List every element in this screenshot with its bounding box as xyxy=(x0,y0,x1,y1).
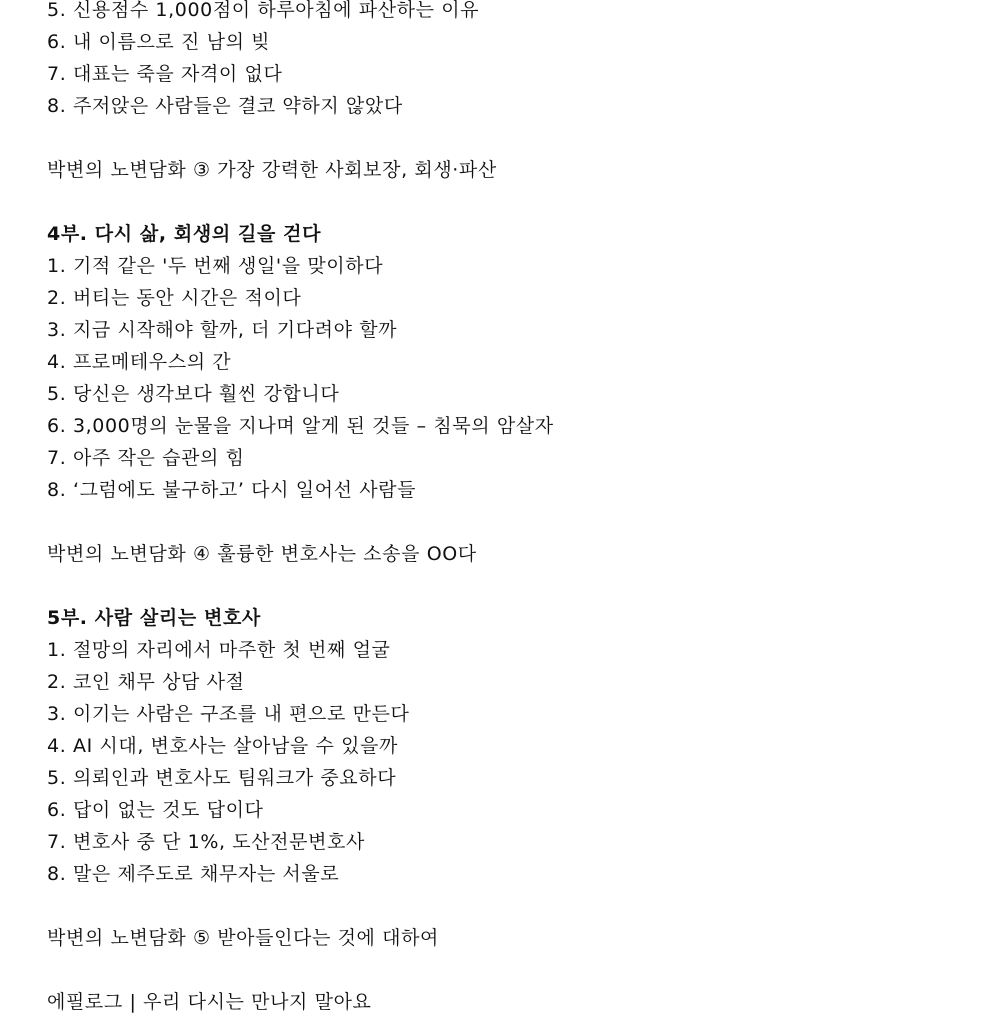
list-item: 8. 말은 제주도로 채무자는 서울로 xyxy=(47,863,340,885)
spacer xyxy=(47,186,977,218)
list-item: 4. AI 시대, 변호사는 살아남을 수 있을까 xyxy=(47,735,398,757)
spacer xyxy=(47,122,977,154)
talk-heading: 박변의 노변담화 ③ 가장 강력한 사회보장, 회생·파산 xyxy=(47,159,497,181)
list-item: 1. 기적 같은 '두 번째 생일'을 맞이하다 xyxy=(47,255,384,277)
part-title: 4부. 다시 삶, 회생의 길을 걷다 xyxy=(47,223,322,245)
list-item: 2. 코인 채무 상담 사절 xyxy=(47,671,245,693)
list-item: 1. 절망의 자리에서 마주한 첫 번째 얼굴 xyxy=(47,639,391,661)
table-of-contents xyxy=(47,0,977,1018)
list-item: 7. 대표는 죽을 자격이 없다 xyxy=(47,63,283,85)
spacer xyxy=(47,570,977,602)
list-item: 8. ‘그럼에도 불구하고’ 다시 일어선 사람들 xyxy=(47,479,417,501)
spacer xyxy=(47,890,977,922)
list-item: 6. 내 이름으로 진 남의 빚 xyxy=(47,31,271,53)
list-item: 5. 의뢰인과 변호사도 팀워크가 중요하다 xyxy=(47,767,397,789)
list-item: 3. 지금 시작해야 할까, 더 기다려야 할까 xyxy=(47,319,398,341)
list-item: 4. 프로메테우스의 간 xyxy=(47,351,232,373)
list-item: 2. 버티는 동안 시간은 적이다 xyxy=(47,287,302,309)
talk-heading: 박변의 노변담화 ⑤ 받아들인다는 것에 대하여 xyxy=(47,927,440,949)
talk-heading: 박변의 노변담화 ④ 훌륭한 변호사는 소송을 OO다 xyxy=(47,543,477,565)
list-item: 8. 주저앉은 사람들은 결코 약하지 않았다 xyxy=(47,95,403,117)
list-item: 7. 변호사 중 단 1%, 도산전문변호사 xyxy=(47,831,365,853)
spacer xyxy=(47,954,977,986)
list-item: 5. 당신은 생각보다 훨씬 강합니다 xyxy=(47,383,340,405)
list-item: 3. 이기는 사람은 구조를 내 편으로 만든다 xyxy=(47,703,410,725)
list-item: 6. 3,000명의 눈물을 지나며 알게 된 것들 – 침묵의 암살자 xyxy=(47,415,554,437)
list-item: 7. 아주 작은 습관의 힘 xyxy=(47,447,245,469)
list-item: 6. 답이 없는 것도 답이다 xyxy=(47,799,264,821)
epilogue-title: 에필로그 | 우리 다시는 만나지 말아요 xyxy=(47,991,372,1013)
list-item: 5. 신용점수 1,000점이 하루아침에 파산하는 이유 xyxy=(47,0,480,21)
part-title: 5부. 사람 살리는 변호사 xyxy=(47,607,261,629)
spacer xyxy=(47,506,977,538)
